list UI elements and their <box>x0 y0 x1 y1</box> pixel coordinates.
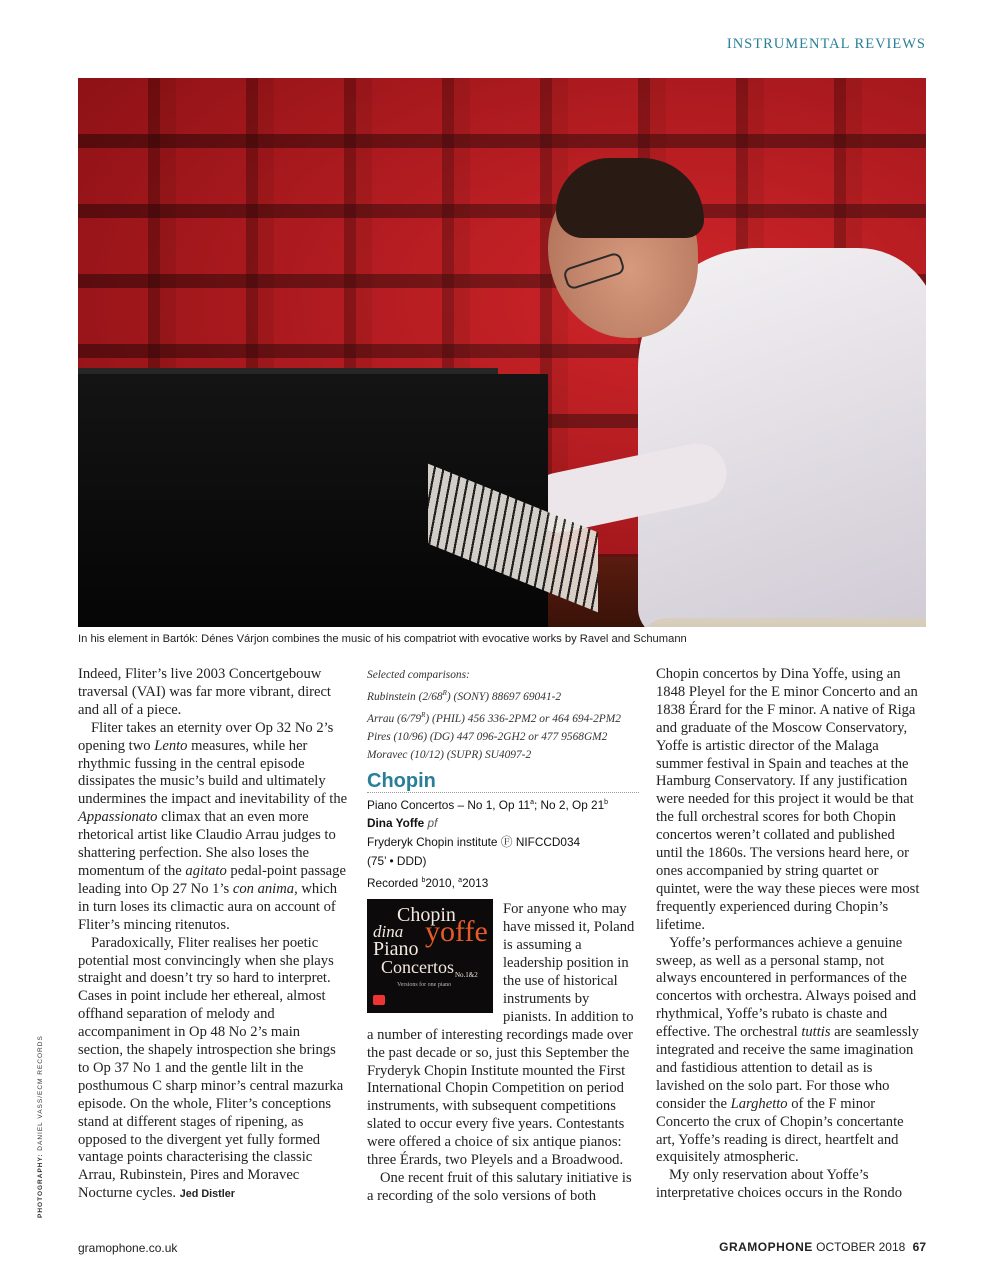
author-signature: Jed Distler <box>179 1188 235 1201</box>
hero-photo <box>78 78 926 627</box>
footer-site[interactable]: gramophone.co.uk <box>78 1241 178 1255</box>
label-logo-icon <box>373 995 385 1005</box>
review-label: Fryderyk Chopin institute Ⓕ NIFCCD034 <box>367 835 581 850</box>
pianist-trousers <box>638 618 926 627</box>
review-performer: Dina Yoffe pf <box>367 816 438 831</box>
page-number: 67 <box>912 1240 926 1254</box>
paragraph: One recent fruit of this salutary initiative is a recording of the solo versions of both <box>367 1169 632 1204</box>
paragraph: For anyone who may have missed it, Poland is assuming a leadership position in the use of historical instruments by pianists. In addition to a number of interesting recordings made over the past decade or so, just this September the Fryderyk Chopin Institute mounted the First International Chopin Competition on period instruments, with subsequent competitions slated to occur every five years. Contestants were offered a choice of six antique pianos: three Érards, two Pleyels and a Broadwood. <box>367 901 635 1169</box>
album-cover: Chopin dina yoffe Piano Concertos No.1&2 Versions for one piano <box>367 899 493 1013</box>
paragraph: Paradoxically, Fliter realises her poetic potential most convincingly when she plays straight and doesn’t try so hard to interpret. Cases in point include her ethereal, almost offhand separation of melody and accompaniment in Op 48 No 2’s main section, the shapely introspection she brings to Op 37 No 1 and the gentle lilt in the posthumous C sharp minor’s central mazurka episode. On the whole, Fliter’s conceptions stand at different stages of ripening, as opposed to the divergent yet fully formed vantage points characterising the classic Arrau, Rubinstein, Pires and Moravec Nocturne cycles. Jed Distler <box>78 934 344 1202</box>
comparison-item: Moravec (10/12) (SUPR) SU4097-2 <box>367 748 532 761</box>
column-3 <box>656 666 922 1203</box>
comparisons-heading: Selected comparisons: <box>367 669 470 681</box>
paragraph: My only reservation about Yoffe’s interpretative choices occurs in the Rondo <box>656 1167 902 1202</box>
comparison-item: Pires (10/96) (DG) 447 096-2GH2 or 477 9568GM2 <box>367 730 608 743</box>
review-duration: (75’ • DDD) <box>367 854 427 869</box>
column-2 <box>367 666 639 1206</box>
review-work: Piano Concertos – No 1, Op 11$^a$; No 2, Op 21$^b$ <box>367 797 609 812</box>
selected-comparisons <box>367 666 639 764</box>
paragraph: Indeed, Fliter’s live 2003 Concertgebouw traversal (VAI) was far more vibrant, direct and all of a piece. <box>78 666 331 718</box>
paragraph: Fliter takes an eternity over Op 32 No 2’s opening two Lento measures, while her rhythmic fussing in the central episode dissipates the music’s build and ultimately undermines the impact and inevitability of the Appassionato climax that an even more rhetorical artist like Claudio Arrau judges to shattering perfection. She also loses the momentum of the agitato pedal-point passage leading into Op 27 No 1’s con anima, which in turn loses its climactic aura on account of Fliter’s mincing ritenutos. <box>78 719 348 933</box>
comparison-item: Rubinstein $(2/68^R)$ (SONY) 88697 69041-2 <box>367 689 562 703</box>
issue-date: OCTOBER 2018 <box>816 1240 906 1254</box>
review-composer: Chopin <box>367 773 639 793</box>
footer-folio <box>719 1240 926 1254</box>
section-heading: INSTRUMENTAL REVIEWS <box>726 36 926 52</box>
paragraph: Chopin concertos by Dina Yoffe, using an 1848 Pleyel for the E minor Concerto and an 1838 Érard for the F minor. A native of Riga and graduate of the Moscow Conservatory, Yoffe is artistic director of the Malaga summer festival in Spain and teaches at the Hamburg Conservatory. If any justification were needed for this project it would be that the full orchestral scores for both Chopin concertos weren’t collated and published until the 1860s. The versions heard here, or ones accompanied by string quartet or quintet, were the way these pieces were most frequently experienced during Chopin’s lifetime. <box>656 666 920 933</box>
photo-caption: In his element in Bartók: Dénes Várjon combines the music of his compatriot with evocative works by Ravel and Schumann <box>78 633 687 645</box>
column-1 <box>78 666 348 1204</box>
comparison-item: Arrau $(6/79^R)$ (PHIL) 456 336-2PM2 or 464 694-2PM2 <box>367 710 621 725</box>
paragraph: Yoffe’s performances achieve a genuine sweep, as well as a personal stamp, not always encountered in performances of the concertos with orchestra. Always poised and rhythmical, Yoffe’s rubato is chaste and effective. The orchestral tuttis are seamlessly integrated and receive the same imagination and fastidious attention to detail as is lavished on the solo part. For those who consider the Larghetto of the F minor Concerto the crux of Chopin’s concertante art, Yoffe’s reading is direct, heartfelt and exquisitely atmospheric. <box>656 934 919 1166</box>
photo-credit: PHOTOGRAPHY: DANIEL VASS/ECM RECORDS <box>37 1035 44 1218</box>
review-recorded: Recorded $^b$2010, $^a$2013 <box>367 876 489 891</box>
magazine-name: GRAMOPHONE <box>719 1240 813 1254</box>
